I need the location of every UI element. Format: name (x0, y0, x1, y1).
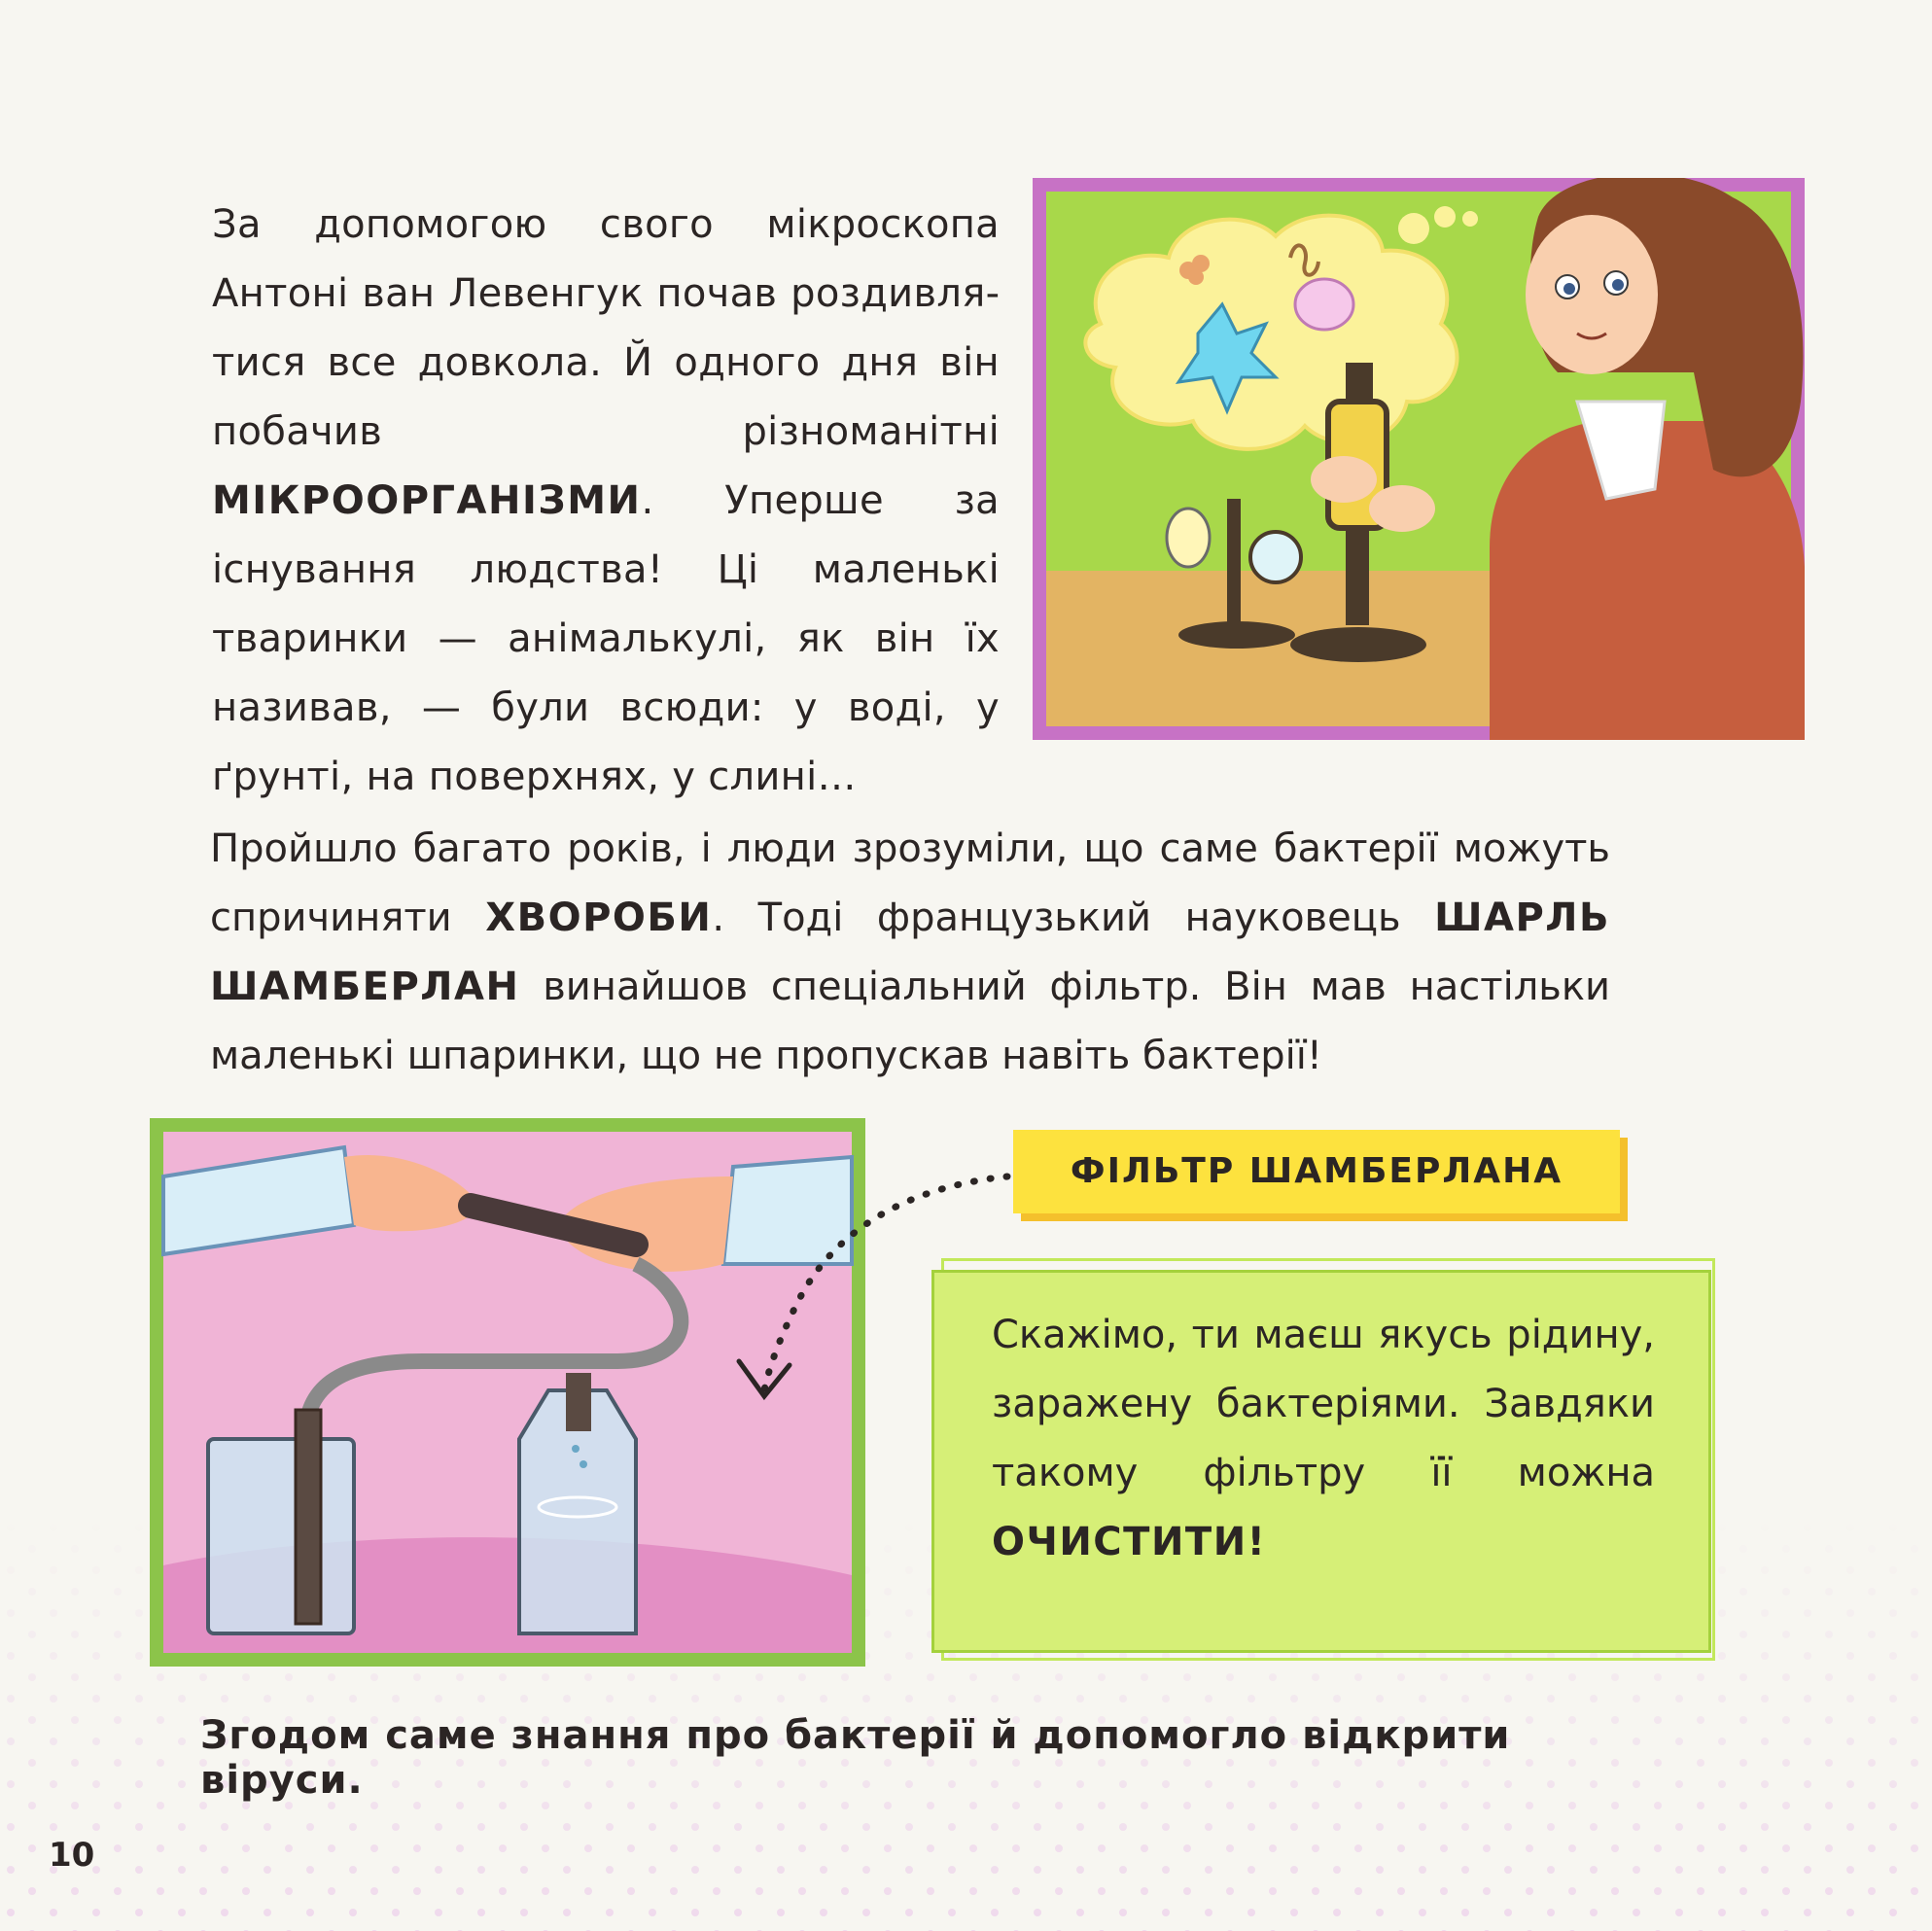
filter-label (1013, 1130, 1620, 1213)
intro-paragraph (212, 191, 1000, 812)
history-bold-diseases: ХВОРОБИ (485, 895, 713, 940)
history-text-a: Пройшло багато років, і люди зрозуміли, що саме бактерії можуть спричиняти (210, 826, 1610, 940)
history-paragraph (210, 815, 1610, 1091)
filter-label-text: ФІЛЬТР ШАМБЕРЛАНА (1070, 1151, 1563, 1191)
intro-bold-microorganisms: МІКРООРГАНІЗМИ (212, 478, 642, 523)
page-number: 10 (49, 1836, 95, 1875)
info-box-text (992, 1301, 1655, 1577)
conclusion-text: Згодом саме знання про бактерії й допомогло відкрити віруси. (200, 1713, 1511, 1803)
history-text-c: винайшов спеціальний фільтр. Він мав настільки маленькі шпаринки, що не пропускав навіть бактерії! (210, 965, 1610, 1078)
info-text-a: Скажімо, ти маєш якусь рідину, заражену бактеріями. Завдяки такому фільтру її можна (992, 1313, 1655, 1495)
history-text-b: . Тоді французький науковець (712, 895, 1435, 940)
filter-illustration (150, 1118, 865, 1667)
history-bold-chamberland: ШАРЛЬ ШАМБЕРЛАН (210, 895, 1610, 1009)
intro-text-a: За допомогою свого мікроскопа Антоні ван Левенгук почав роздивлятися все довкола. Й одного дня він побачив різноманітні (212, 202, 1000, 454)
intro-text-b: . Уперше за існування людства! Ці маленькі тваринки — анімалькулі, як він їх називав, — були всюди: у воді, у ґрунті, на поверхнях, у слині… (212, 478, 1000, 799)
leeuwenhoek-illustration (1033, 178, 1805, 740)
info-bold-purify: ОЧИСТИТИ! (992, 1520, 1267, 1564)
